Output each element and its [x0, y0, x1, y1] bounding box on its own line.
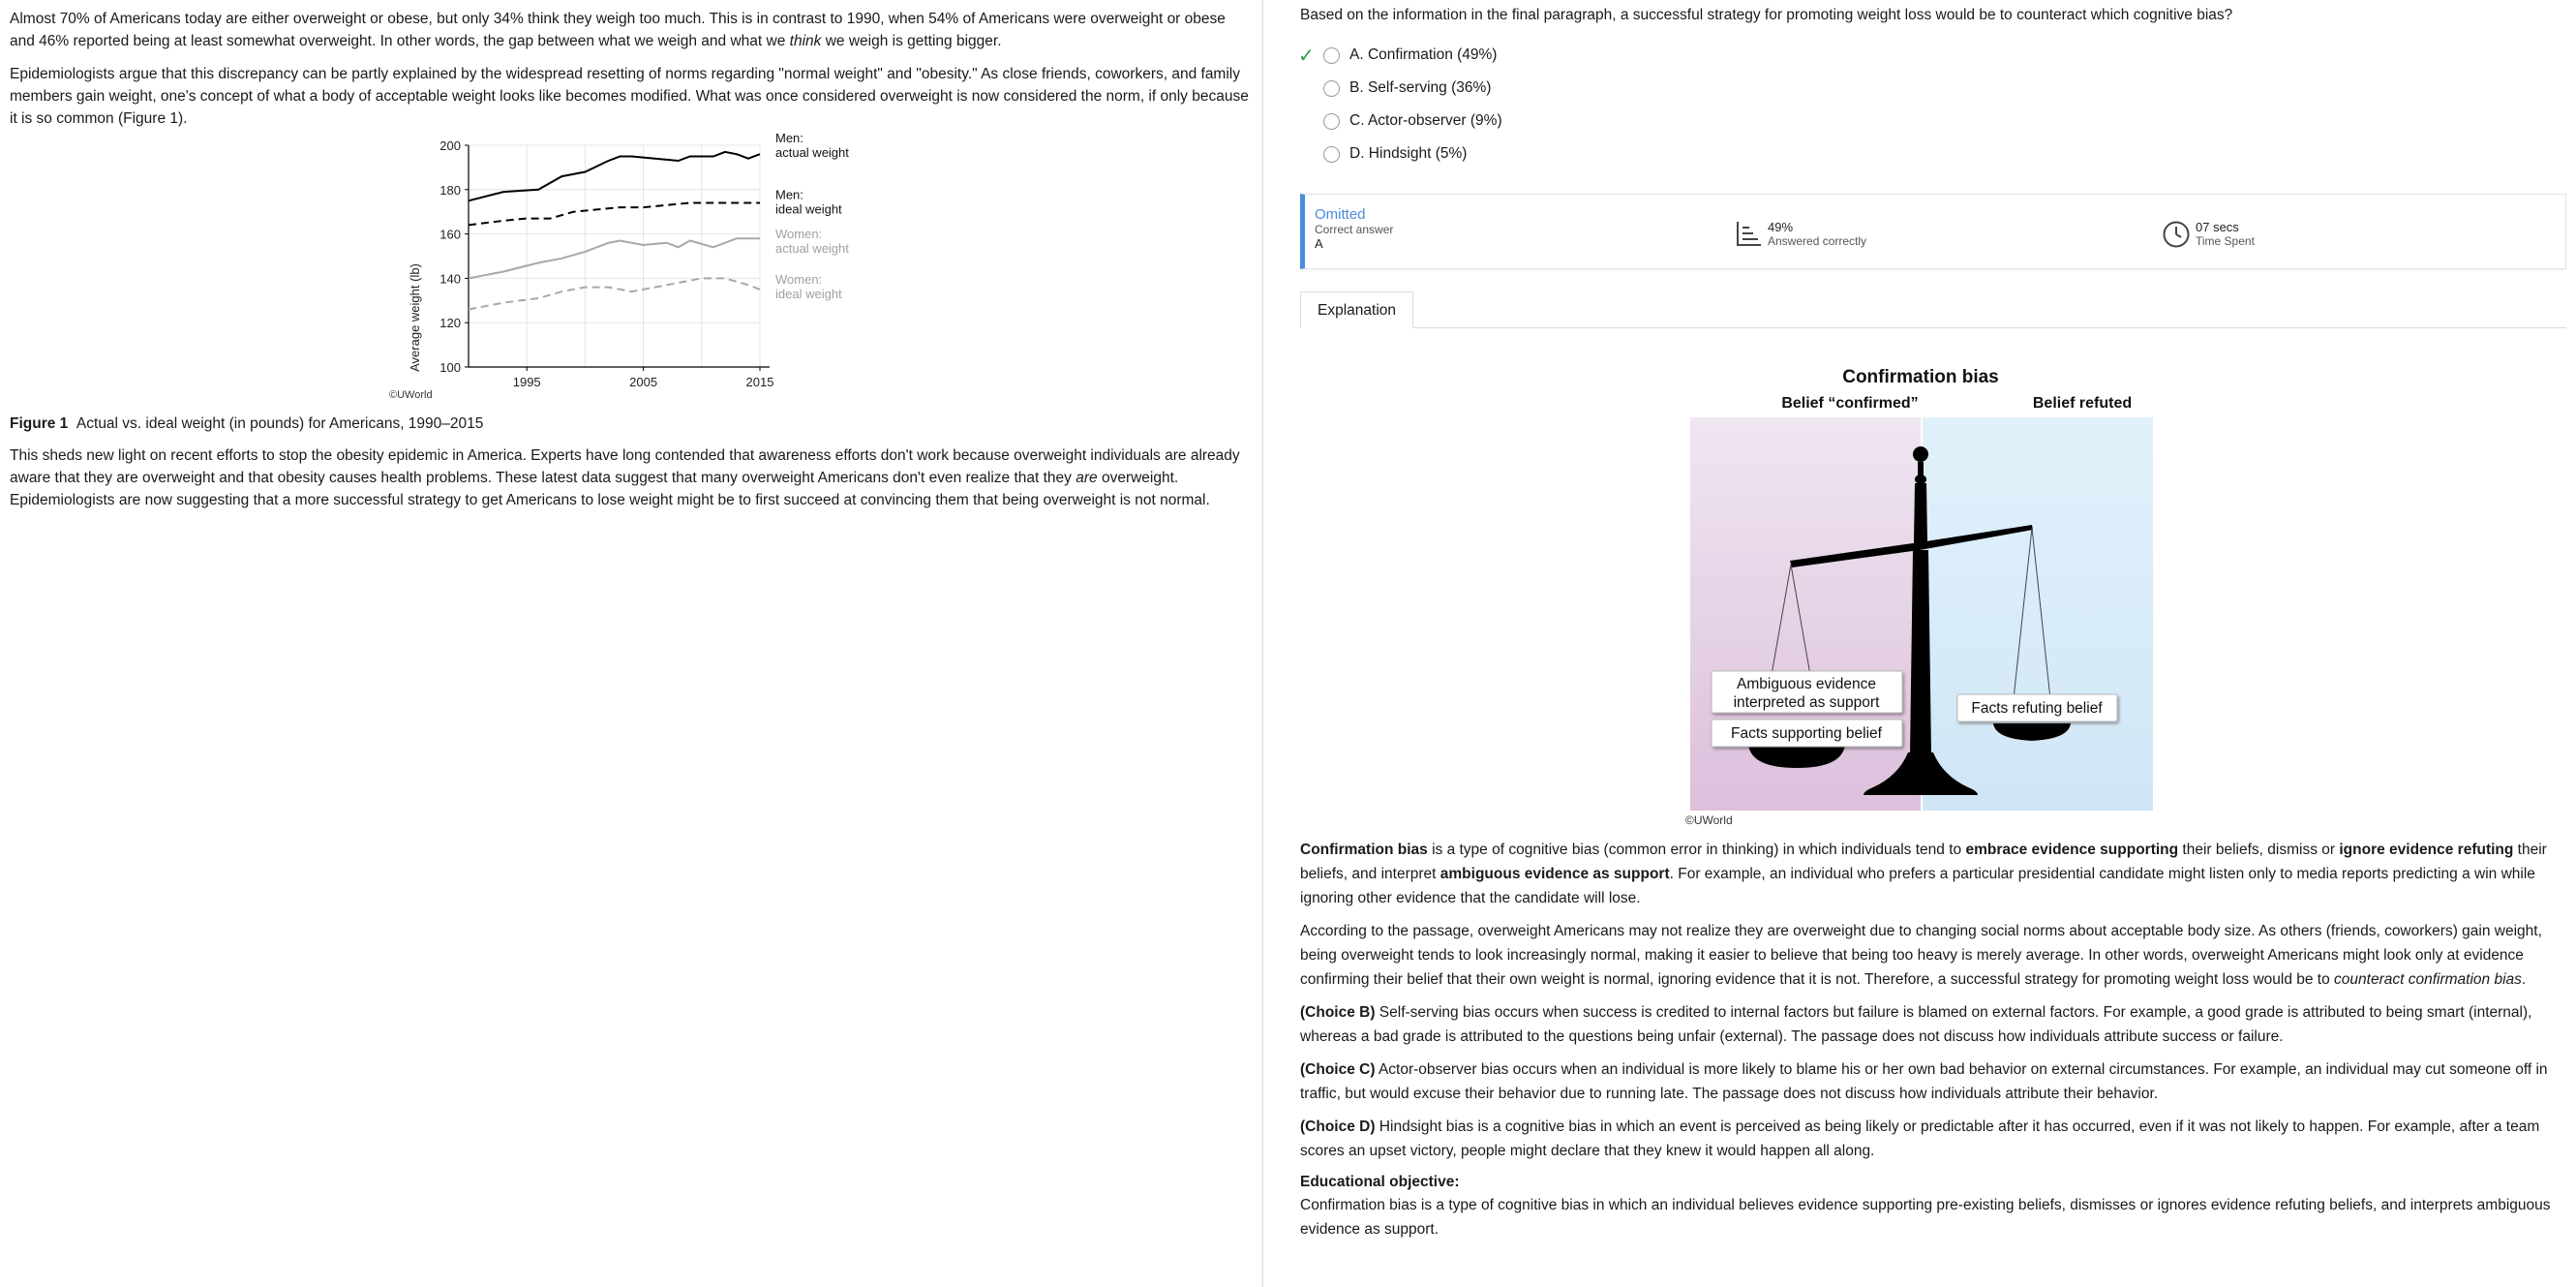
explanation-emphasis: counteract confirmation bias [2334, 971, 2522, 988]
passage-paragraph-1 [10, 8, 1253, 52]
chart-grid [469, 145, 760, 367]
illustration-title: Confirmation bias [1842, 367, 1999, 387]
choice-label: B. Self-serving (36%) [1349, 79, 1492, 96]
y-tick-label: 120 [439, 316, 461, 331]
chart-copyright: ©UWorld [389, 389, 433, 401]
x-tick-label: 1995 [512, 375, 541, 389]
choice-c[interactable] [1300, 105, 2566, 138]
choice-c-explanation [1300, 1057, 2566, 1106]
bar-chart-icon [1734, 220, 1763, 249]
box-text: Facts supporting belief [1731, 725, 1882, 742]
evidence-box-refuting [1957, 694, 2117, 721]
figure-caption [10, 415, 1253, 433]
passage-text: overweight. Epidemiologists are now suggesting that a more successful strategy to get Americans to lose weight might be to first succeed at convincing them that being overweight is not normal. [10, 470, 1210, 508]
choice-a[interactable] [1300, 39, 2566, 72]
choice-ref-label: (Choice C) [1300, 1061, 1376, 1078]
choice-ref-label: (Choice D) [1300, 1118, 1376, 1135]
clock-icon [2162, 220, 2191, 249]
correct-answer-value: A [1315, 236, 1323, 251]
legend-label: actual weight [775, 145, 849, 161]
box-text: interpreted as support [1733, 694, 1880, 711]
educational-objective-title: Educational objective: [1300, 1174, 1460, 1190]
chart-series [469, 152, 760, 310]
time-label: Time Spent [2196, 234, 2255, 248]
legend-label: Women: [775, 271, 823, 287]
scale-illustration [1300, 328, 2559, 827]
choice-label: C. Actor-observer (9%) [1349, 112, 1502, 129]
choice-ref-label: (Choice B) [1300, 1004, 1376, 1021]
radio-button[interactable] [1323, 47, 1340, 64]
y-tick-label: 160 [439, 227, 461, 242]
series-line-4 [469, 278, 760, 309]
status-text: Omitted [1315, 206, 1366, 223]
passage-paragraph-3 [10, 444, 1253, 511]
box-text: Ambiguous evidence [1737, 676, 1876, 692]
left-header: Belief “confirmed” [1781, 395, 1919, 412]
y-tick-label: 140 [439, 271, 461, 287]
choice-b[interactable] [1300, 72, 2566, 105]
explanation-text: . For example, an individual who prefers a particular presidential candidate might listen only to media reports predicting a win while ignoring other evidence that the candidate will lose. [1300, 866, 2535, 906]
figure-1-chart [10, 131, 1253, 410]
explanation-text: their beliefs, dismiss or [2178, 842, 2340, 858]
time-value: 07 secs [2196, 220, 2239, 234]
tab-explanation[interactable]: Explanation [1300, 291, 1413, 328]
evidence-box-ambiguous [1712, 671, 1902, 713]
weight-line-chart [10, 131, 881, 410]
passage-emphasis: think [789, 33, 822, 49]
series-line-2 [469, 203, 760, 226]
legend-label: Men: [775, 131, 803, 146]
passage-text: This sheds new light on recent efforts to stop the obesity epidemic in America. Experts have long contended that awareness efforts don't work because overweight individuals are already aware that they are overweight and that obesity causes health problems. These latest data suggest that many overweight Americans don't even realize that they [10, 447, 1240, 486]
explanation-text: Self-serving bias occurs when success is credited to internal factors but failure is blamed on external factors. For example, a good grade is attributed to being smart (internal), whereas a bad grade is attributed to the questions being unfair (external). The passage does not discuss how individuals attribute success or failure. [1300, 1004, 2532, 1045]
answer-stats-bar [1300, 194, 2566, 269]
x-tick-label: 2015 [745, 375, 774, 389]
y-tick-label: 200 [439, 138, 461, 153]
y-tick-label: 100 [439, 360, 461, 375]
explanation-text: . [2521, 971, 2527, 988]
passage-pane [0, 0, 1263, 1287]
passage-emphasis: are [1076, 470, 1098, 486]
y-tick-label: 180 [439, 182, 461, 198]
radio-button[interactable] [1323, 80, 1340, 97]
educational-objective-text: Confirmation bias is a type of cognitive bias in which an individual believes evidence supporting pre-existing beliefs, dismisses or ignores evidence refuting beliefs, and interprets ambiguous evidence as support. [1300, 1197, 2551, 1238]
box-text: Facts refuting belief [1971, 700, 2103, 717]
passage-paragraph-2: Epidemiologists argue that this discrepancy can be partly explained by the widespread resetting of norms regarding "normal weight" and "obesity." As close friends, coworkers, and family members gain weight, one's concept of what a body of acceptable weight looks like becomes modified. What was once considered overweight is now considered the norm, if only because it is so common (Figure 1). [10, 66, 1249, 127]
explanation-paragraph-2 [1300, 919, 2566, 992]
chart-tick-labels [439, 138, 773, 389]
term-bold: embrace evidence supporting [1965, 842, 2179, 858]
y-axis-label: Average weight (lb) [408, 263, 422, 372]
choice-d-explanation [1300, 1115, 2566, 1163]
chart-legend [775, 131, 849, 301]
radio-button[interactable] [1323, 146, 1340, 163]
legend-label: Women: [775, 227, 823, 242]
term-bold: Confirmation bias [1300, 842, 1428, 858]
tab-bar [1300, 291, 2566, 328]
percent-correct [1768, 220, 1866, 248]
answer-choices [1300, 39, 2566, 170]
result-status [1315, 206, 1393, 251]
figure-label: Figure 1 [10, 415, 69, 432]
explanation-text: According to the passage, overweight Americans may not realize they are overweight due to changing social norms about acceptable body size. As others (friends, coworkers) gain weight, being overweight tends to look increasingly normal, making it easier to believe that being too heavy is merely average. In other words, overweight Americans might look only at evidence confirming their belief that their own weight is normal, ignoring evidence that it is not. Therefore, a successful strategy for promoting weight loss would be to [1300, 923, 2542, 988]
correct-answer-label: Correct answer [1315, 223, 1394, 236]
legend-label: Men: [775, 187, 803, 202]
passage-text: we weigh is getting bigger. [821, 33, 1002, 49]
choice-d[interactable] [1300, 138, 2566, 170]
confirmation-bias-illustration [1300, 328, 2566, 827]
question-pane [1264, 0, 2576, 1287]
percent-value: 49% [1768, 220, 1794, 234]
correct-check-icon: ✓ [1298, 45, 1315, 67]
explanation-text: is a type of cognitive bias (common error in thinking) in which individuals tend to [1427, 842, 1966, 858]
term-bold: ignore evidence refuting [2339, 842, 2514, 858]
illustration-copyright: ©UWorld [1685, 813, 1733, 827]
belief-refuted-panel [1923, 417, 2153, 811]
radio-button[interactable] [1323, 113, 1340, 130]
choice-label: A. Confirmation (49%) [1349, 46, 1498, 63]
series-line-3 [469, 238, 760, 278]
explanation-text: Hindsight bias is a cognitive bias in which an event is perceived as being likely or predictable after it has occurred, even if it was not likely to happen. For example, after a team scores an upset victory, people might declare that they knew it would happen all along. [1300, 1118, 2540, 1159]
chart-axes [469, 145, 770, 367]
evidence-box-supporting [1712, 720, 1902, 747]
explanation-paragraph-1 [1300, 838, 2566, 910]
legend-label: ideal weight [775, 286, 842, 301]
series-line-1 [469, 152, 760, 200]
term-bold: ambiguous evidence as support [1440, 866, 1670, 882]
time-spent [2196, 220, 2255, 248]
explanation-text: Actor-observer bias occurs when an individual is more likely to blame his or her own bad behavior on external circumstances. For example, an individual may cut someone off in traffic, but would excuse their behavior due to running late. The passage does not discuss how individuals attribute their behavior. [1300, 1061, 2548, 1102]
percent-label: Answered correctly [1768, 234, 1867, 248]
right-header: Belief refuted [2032, 395, 2133, 412]
legend-label: actual weight [775, 241, 849, 257]
choice-label: D. Hindsight (5%) [1349, 145, 1468, 162]
passage-text: Almost 70% of Americans today are either overweight or obese, but only 34% think they weigh too much. This is in contrast to 1990, when 54% of Americans were overweight or obese and 46% reported being at least somewhat overweight. In other words, the gap between what we weigh and what we [10, 11, 1226, 49]
question-stem: Based on the information in the final paragraph, a successful strategy for promoting weight loss would be to counteract which cognitive bias? [1300, 7, 2233, 23]
explanation-text: their beliefs, and interpret [1300, 842, 2547, 882]
x-tick-label: 2005 [629, 375, 658, 389]
explanation-body [1300, 838, 2566, 1241]
legend-label: ideal weight [775, 201, 842, 217]
choice-b-explanation [1300, 1000, 2566, 1049]
figure-caption-text: Actual vs. ideal weight (in pounds) for Americans, 1990–2015 [76, 415, 484, 432]
